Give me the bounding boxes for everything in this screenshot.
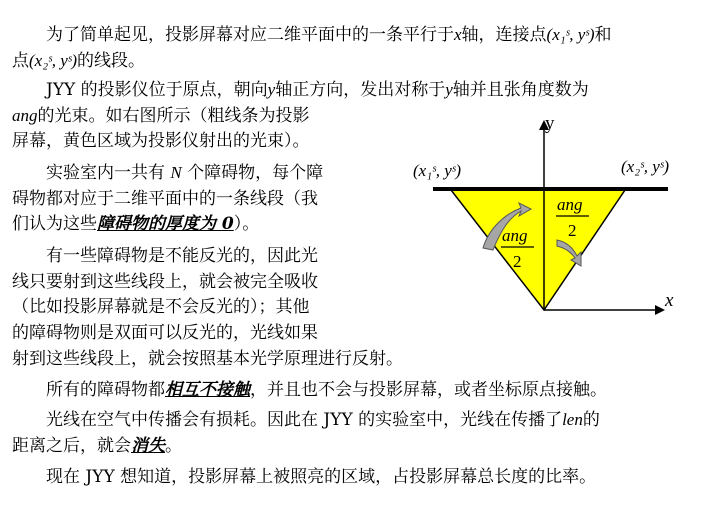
p4-line4: 的障碍物则是双面可以反光的，光线如果 bbox=[12, 323, 318, 343]
p1-line2: 点(x₂ˢ, yˢ)的线段。 bbox=[12, 51, 145, 71]
projector-diagram bbox=[405, 110, 705, 320]
x-axis-label: x bbox=[665, 290, 674, 311]
zero-thickness-emphasis: 障碍物的厚度为 0 bbox=[97, 214, 234, 234]
half-angle-left-num: ang bbox=[502, 226, 528, 245]
light-beam bbox=[451, 190, 625, 310]
p4-line2: 线只要射到这些线段上，就会被完全吸收 bbox=[12, 272, 318, 292]
no-contact-emphasis: 相互不接触 bbox=[165, 380, 250, 400]
p2-line2: ang的光束。如右图所示（粗线条为投影 bbox=[12, 106, 310, 126]
point2-label: (x₂ˢ, yˢ) bbox=[621, 157, 669, 176]
half-angle-left-den: 2 bbox=[513, 252, 522, 271]
p3-line3: 们认为这些障碍物的厚度为 0）。 bbox=[12, 214, 260, 234]
p1-line1: 为了简单起见，投影屏幕对应二维平面中的一条平行于x轴，连接点(x₁ˢ, yˢ)和 bbox=[46, 25, 612, 45]
point1-label: (x₁ˢ, yˢ) bbox=[413, 161, 461, 180]
p3-line1: 实验室内一共有 N 个障碍物，每个障 bbox=[46, 163, 324, 183]
p6-line2: 距离之后，就会消失。 bbox=[12, 436, 182, 456]
p7-line1: 现在 JYY 想知道，投影屏幕上被照亮的区域，占投影屏幕总长度的比率。 bbox=[46, 467, 597, 487]
p6-line1: 光线在空气中传播会有损耗。因此在 JYY 的实验室中，光线在传播了len的 bbox=[46, 410, 600, 430]
p3-line2: 碍物都对应于二维平面中的一条线段（我 bbox=[12, 189, 318, 209]
p2-line1: JYY 的投影仪位于原点，朝向y轴正方向，发出对称于y轴并且张角度数为 bbox=[46, 80, 589, 100]
p4-line5: 射到这些线段上，就会按照基本光学原理进行反射。 bbox=[12, 349, 403, 369]
p5-line1: 所有的障碍物都相互不接触，并且也不会与投影屏幕，或者坐标原点接触。 bbox=[46, 380, 607, 400]
p4-line1: 有一些障碍物是不能反光的，因此光 bbox=[46, 246, 318, 266]
p4-line3: （比如投影屏幕就是不会反光的）；其他 bbox=[12, 297, 310, 317]
p2-line3: 屏幕，黄色区域为投影仪射出的光束）。 bbox=[12, 131, 310, 151]
half-angle-right-num: ang bbox=[557, 195, 583, 214]
half-angle-right-den: 2 bbox=[568, 221, 577, 240]
vanish-emphasis: 消失 bbox=[131, 436, 165, 456]
y-axis-label: y bbox=[545, 113, 555, 134]
